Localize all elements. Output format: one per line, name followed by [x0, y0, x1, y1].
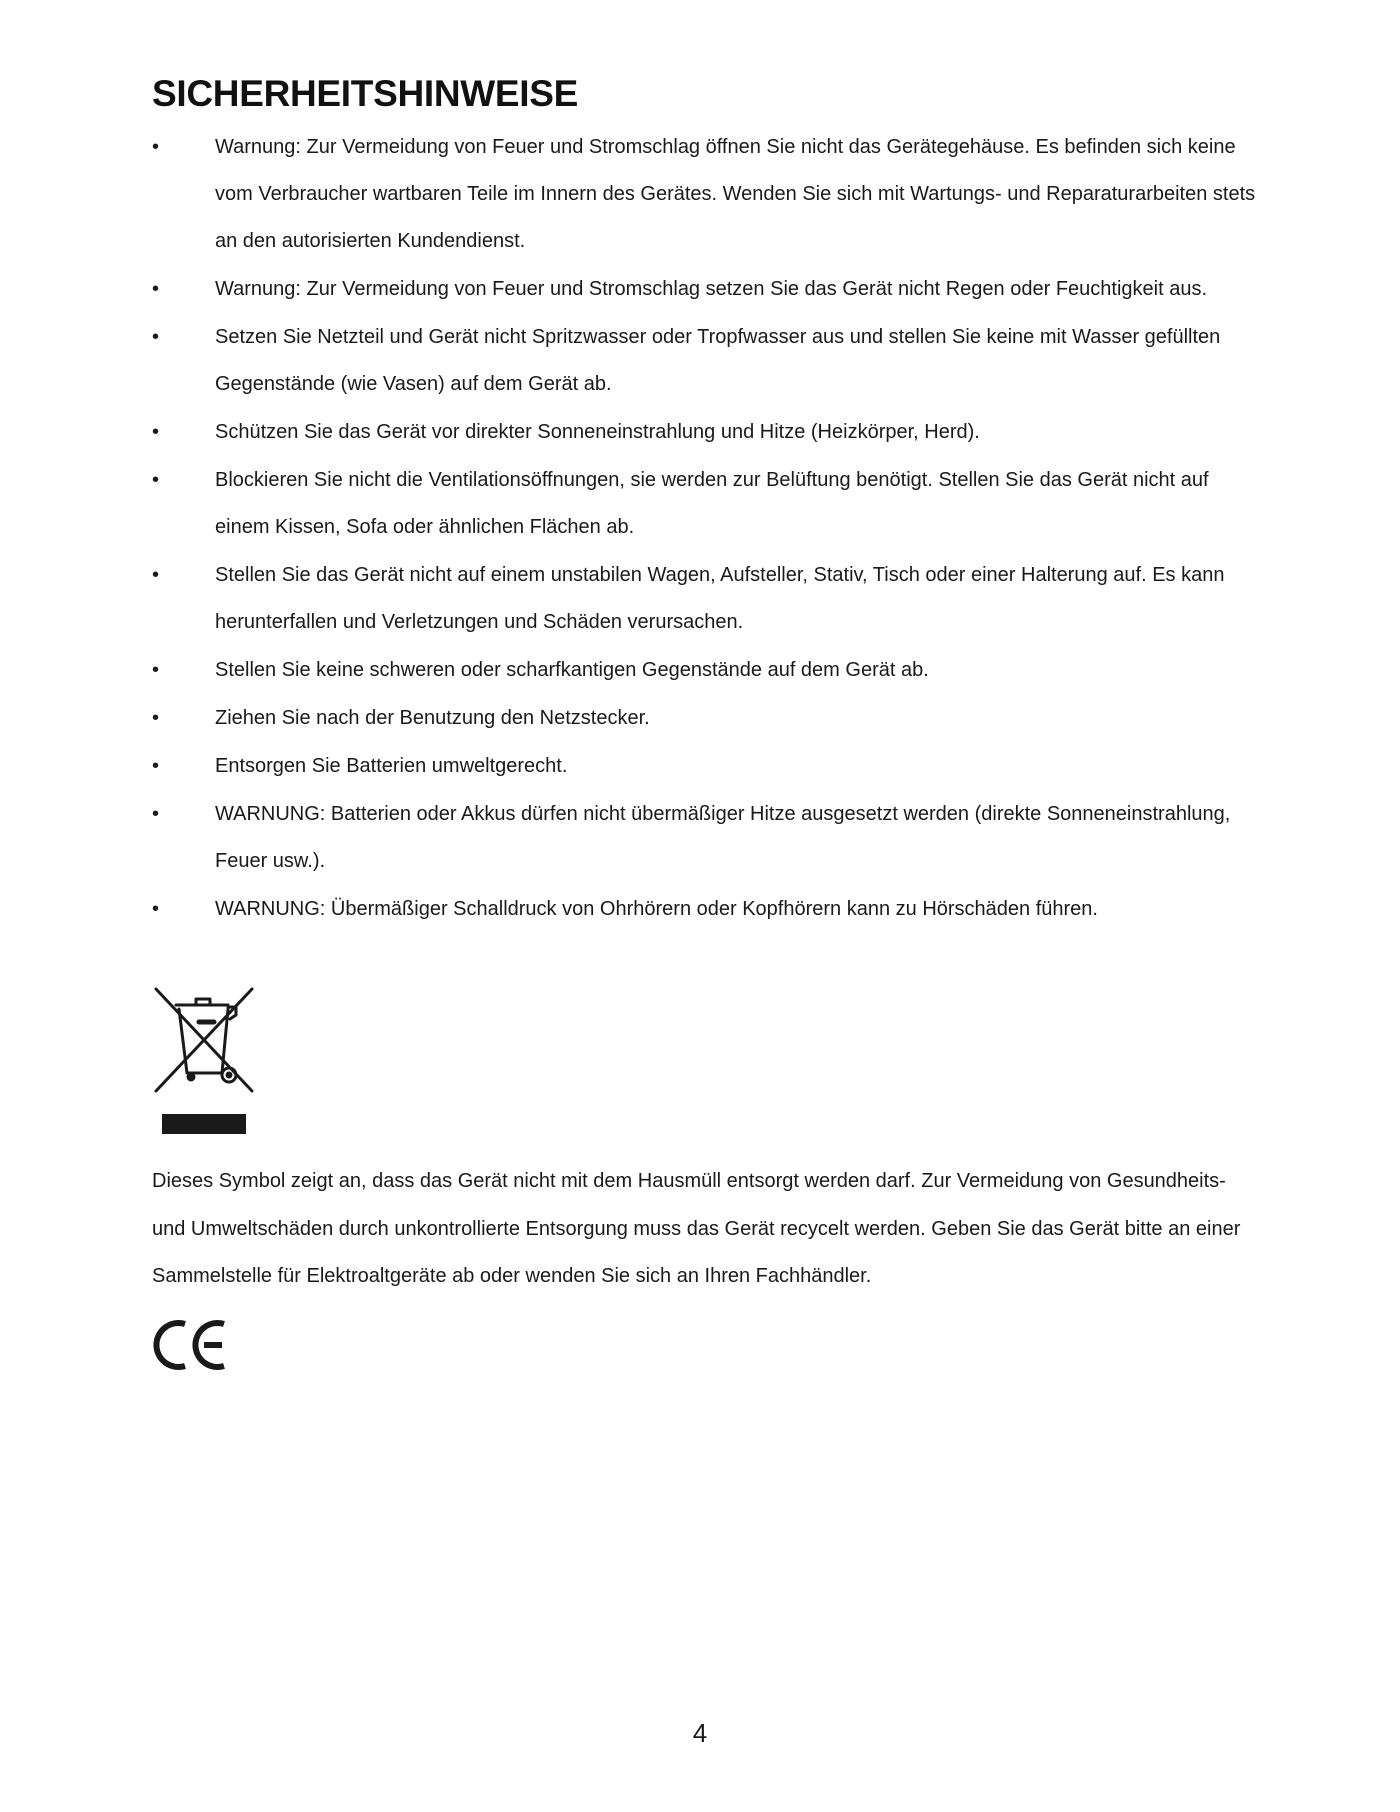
page-number: 4 [692, 1718, 708, 1748]
list-item [152, 791, 1262, 885]
list-item-text: Warnung: Zur Vermeidung von Feuer und Stromschlag öffnen Sie nicht das Gerätegehäuse. Es befinden sich keine vom Verbraucher wartbaren Teile im Innern des Gerätes. Wenden Sie sich mit Wartungs- und Reparaturarbeiten stets an den autorisierten Kundendienst. [215, 136, 1256, 252]
list-item [152, 743, 1262, 790]
bullet-icon: • [152, 326, 160, 348]
list-item [152, 647, 1262, 694]
crossed-out-wheelie-bin-icon [152, 985, 256, 1137]
list-item-text: WARNUNG: Batterien oder Akkus dürfen nicht übermäßiger Hitze ausgesetzt werden (direkte Sonneneinstrahlung, Feuer usw.). [215, 803, 1231, 872]
bullet-icon: • [152, 659, 160, 681]
bullet-icon: • [152, 136, 160, 158]
list-item-text: Blockieren Sie nicht die Ventilationsöffnungen, sie werden zur Belüftung benötigt. Stellen Sie das Gerät nicht auf einem Kissen, Sofa oder ähnlichen Flächen ab. [215, 469, 1209, 538]
bullet-icon: • [152, 564, 160, 586]
ce-mark-icon [152, 1318, 228, 1372]
list-item [152, 314, 1262, 408]
list-item [152, 124, 1262, 265]
list-item [152, 552, 1262, 646]
bullet-icon: • [152, 469, 160, 491]
list-item-text: Stellen Sie keine schweren oder scharfkantigen Gegenstände auf dem Gerät ab. [215, 659, 929, 681]
list-item-text: Schützen Sie das Gerät vor direkter Sonneneinstrahlung und Hitze (Heizkörper, Herd). [215, 421, 980, 443]
bullet-icon: • [152, 803, 160, 825]
list-item-text: Stellen Sie das Gerät nicht auf einem unstabilen Wagen, Aufsteller, Stativ, Tisch oder einer Halterung auf. Es kann herunterfallen und Verletzungen und Schäden verursachen. [215, 564, 1225, 633]
list-item [152, 409, 1262, 456]
list-item-text: WARNUNG: Übermäßiger Schalldruck von Ohrhörern oder Kopfhörern kann zu Hörschäden führen. [215, 898, 1098, 920]
list-item-text: Setzen Sie Netzteil und Gerät nicht Spritzwasser oder Tropfwasser aus und stellen Sie keine mit Wasser gefüllten Gegenstände (wie Vasen) auf dem Gerät ab. [215, 326, 1221, 395]
list-item-text: Warnung: Zur Vermeidung von Feuer und Stromschlag setzen Sie das Gerät nicht Regen oder Feuchtigkeit aus. [215, 278, 1208, 300]
list-item [152, 457, 1262, 551]
bullet-icon: • [152, 278, 160, 300]
bullet-icon: • [152, 421, 160, 443]
list-item-text: Ziehen Sie nach der Benutzung den Netzstecker. [215, 707, 650, 729]
bullet-icon: • [152, 707, 160, 729]
list-item [152, 886, 1262, 933]
list-item-text: Entsorgen Sie Batterien umweltgerecht. [215, 755, 568, 777]
safety-instructions-list [152, 124, 1262, 934]
bullet-icon: • [152, 898, 160, 920]
bullet-icon: • [152, 755, 160, 777]
list-item [152, 266, 1262, 313]
disposal-notice: Dieses Symbol zeigt an, dass das Gerät nicht mit dem Hausmüll entsorgt werden darf. Zur Vermeidung von Gesundheits- und Umweltschäden durch unkontrollierte Entsorgung muss das Gerät recycelt werden. Geben Sie das Gerät bitte an einer Sammelstelle für Elektroaltgeräte ab oder wenden Sie sich an Ihren Fachhändler. [152, 1170, 1241, 1287]
list-item [152, 695, 1262, 742]
page-title: SICHERHEITSHINWEISE [152, 73, 579, 114]
